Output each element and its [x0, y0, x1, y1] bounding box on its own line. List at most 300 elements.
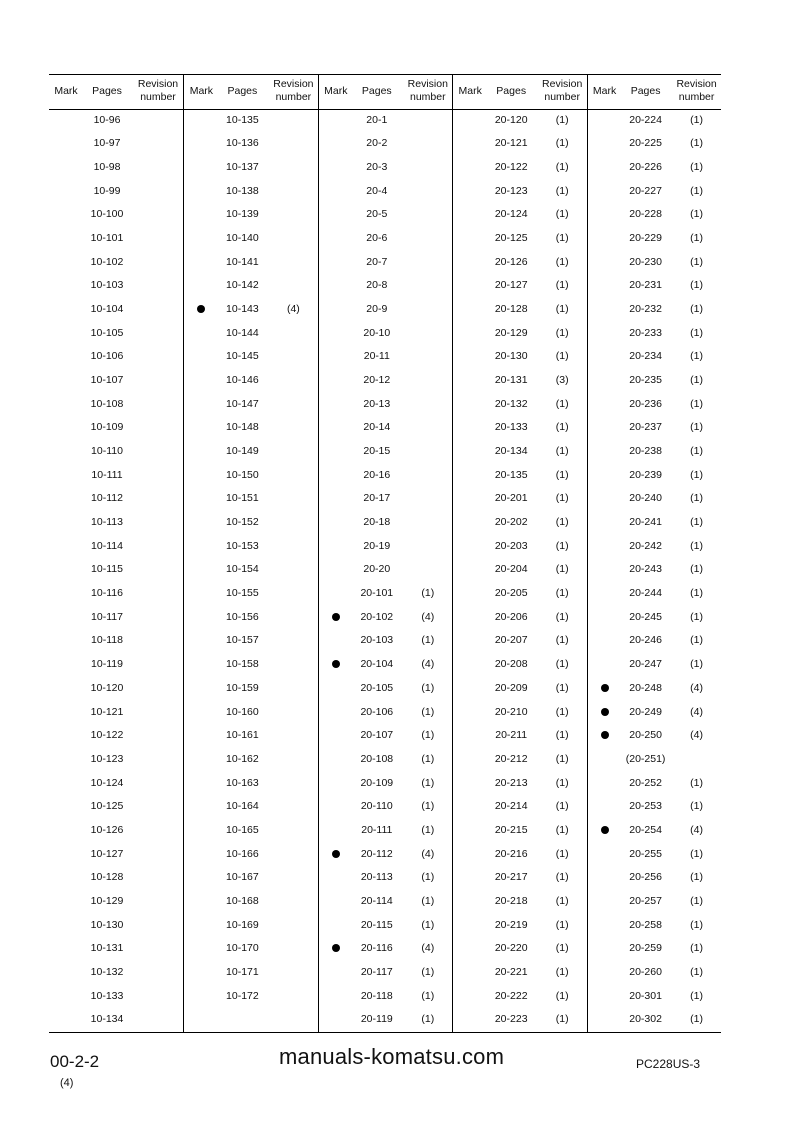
- page-cell: 20-216: [494, 847, 528, 860]
- revision-cell: (1): [555, 800, 569, 813]
- watermark: manuals-komatsu.com: [279, 1044, 505, 1069]
- revision-cell: (1): [690, 279, 704, 292]
- revision-cell: (1): [690, 587, 704, 600]
- page-cell: 10-128: [90, 871, 124, 884]
- revision-cell: (1): [421, 776, 435, 789]
- revision-cell: (1): [690, 658, 704, 671]
- page-cell: 20-247: [629, 658, 662, 671]
- page-cell: 20-302: [629, 1013, 662, 1026]
- page-cell: 20-244: [629, 587, 662, 600]
- page-cell: 10-167: [226, 871, 259, 884]
- page-cell: 20-103: [360, 634, 394, 647]
- revision-cell: (1): [555, 776, 569, 789]
- page-cell: 20-112: [360, 847, 393, 860]
- revision-cell: (1): [690, 516, 704, 529]
- page-cell: 10-122: [90, 729, 124, 742]
- header-mark: Mark: [592, 85, 617, 97]
- revision-cell: (1): [690, 113, 704, 126]
- header-mark: Mark: [54, 85, 78, 97]
- revision-cell: (1): [555, 445, 569, 458]
- page-cell: 20-106: [360, 705, 394, 718]
- page-cell: 10-120: [90, 681, 124, 694]
- page-cell: 20-135: [494, 468, 528, 481]
- page-cell: 20-253: [629, 800, 662, 813]
- revision-cell: (1): [555, 255, 569, 268]
- revision-cell: (1): [690, 208, 704, 221]
- page-cell: 10-154: [226, 563, 259, 576]
- header-mark: Mark: [324, 85, 348, 97]
- page-cell: 10-98: [93, 160, 121, 173]
- page-cell: 20-6: [366, 231, 388, 244]
- page-cell: 20-260: [629, 965, 662, 978]
- revision-cell: (1): [690, 231, 704, 244]
- page-cell: 20-229: [629, 231, 662, 244]
- revision-cell: (1): [690, 776, 704, 789]
- revision-cell: (4): [690, 729, 704, 742]
- column-group-1: [49, 75, 183, 1032]
- revision-cell: (1): [555, 658, 569, 671]
- revision-mark-icon: [601, 826, 609, 834]
- revision-cell: (4): [690, 705, 704, 718]
- revision-mark-icon: [332, 944, 340, 952]
- page-cell: 20-8: [366, 279, 388, 292]
- page-cell: 20-238: [629, 445, 662, 458]
- revision-cell: (4): [421, 658, 435, 671]
- page-cell: 20-124: [494, 208, 528, 221]
- revision-cell: (1): [555, 989, 569, 1002]
- page-cell: 20-105: [360, 681, 394, 694]
- page-cell: 10-97: [93, 137, 121, 150]
- revision-cell: (1): [690, 918, 704, 931]
- page-cell: 10-139: [226, 208, 259, 221]
- page-cell: 20-2: [366, 137, 388, 150]
- page-cell: 20-239: [629, 468, 662, 481]
- revision-cell: (1): [421, 989, 435, 1002]
- page-cell: 20-110: [360, 800, 393, 813]
- header-revision: Revision: [676, 78, 717, 90]
- revision-cell: (4): [421, 847, 435, 860]
- page-cell: 20-236: [629, 397, 662, 410]
- page-cell: 10-156: [226, 610, 259, 623]
- page-cell: 10-152: [226, 516, 259, 529]
- revision-cell: (1): [555, 279, 569, 292]
- page-cell: 20-1: [366, 113, 388, 126]
- page-cell: 10-168: [226, 894, 259, 907]
- page-cell: 20-17: [363, 492, 391, 505]
- page-cell: 20-222: [494, 989, 528, 1002]
- revision-cell: (1): [421, 729, 435, 742]
- page-cell: 20-113: [360, 871, 393, 884]
- page-cell: 20-209: [494, 681, 528, 694]
- revision-cell: (1): [555, 137, 569, 150]
- page-cell: 20-250: [629, 729, 662, 742]
- revision-cell: (1): [690, 445, 704, 458]
- page-cell: 20-203: [494, 539, 528, 552]
- page-cell: 10-153: [226, 539, 259, 552]
- page-cell: 20-207: [494, 634, 528, 647]
- page-cell: 10-126: [90, 823, 124, 836]
- revision-cell: (4): [286, 302, 300, 315]
- revision-mark-icon: [601, 731, 609, 739]
- page-cell: 10-104: [90, 302, 124, 315]
- revision-cell: (1): [555, 184, 569, 197]
- revision-cell: (1): [421, 587, 435, 600]
- header-revision-number: number: [544, 91, 580, 103]
- revision-mark-icon: [332, 613, 340, 621]
- page-cell: 20-201: [494, 492, 528, 505]
- page-cell: 20-104: [360, 658, 394, 671]
- page-cell: 20-131: [494, 373, 528, 386]
- page-cell: 20-116: [360, 942, 393, 955]
- page-cell: 10-108: [90, 397, 124, 410]
- revision-cell: (1): [690, 137, 704, 150]
- page-cell: 20-11: [363, 350, 390, 363]
- revision-cell: (1): [555, 823, 569, 836]
- page-cell: 20-234: [629, 350, 662, 363]
- revision-cell: (1): [421, 894, 435, 907]
- page-cell: 10-146: [226, 373, 259, 386]
- page-cell: 10-99: [93, 184, 121, 197]
- page-cell: 20-242: [629, 539, 662, 552]
- page-cell: 20-134: [494, 445, 528, 458]
- page-cell: 10-105: [90, 326, 124, 339]
- revision-cell: (1): [555, 231, 569, 244]
- page-cell: 20-129: [494, 326, 528, 339]
- page-cell: 10-131: [90, 942, 124, 955]
- page-cell: (20-251): [625, 752, 666, 765]
- page-cell: 20-218: [494, 894, 528, 907]
- page-cell: 10-172: [226, 989, 259, 1002]
- page-cell: 10-140: [226, 231, 259, 244]
- page-cell: 10-150: [226, 468, 259, 481]
- revision-cell: (1): [555, 160, 569, 173]
- page-cell: 20-12: [363, 373, 391, 386]
- page-cell: 20-301: [629, 989, 662, 1002]
- page-cell: 20-3: [366, 160, 388, 173]
- page-cell: 20-258: [629, 918, 662, 931]
- revision-cell: (1): [690, 989, 704, 1002]
- page-cell: 20-230: [629, 255, 662, 268]
- page-cell: 10-119: [91, 658, 123, 671]
- revision-cell: (1): [690, 894, 704, 907]
- page-cell: 20-231: [629, 279, 662, 292]
- revision-cell: (1): [555, 1013, 569, 1026]
- revision-cell: (1): [555, 563, 569, 576]
- column-group-4: [452, 75, 587, 1032]
- revision-cell: (1): [555, 208, 569, 221]
- page-cell: 20-243: [629, 563, 662, 576]
- revision-cell: (1): [690, 468, 704, 481]
- page-cell: 20-119: [360, 1013, 393, 1026]
- page-cell: 10-142: [226, 279, 259, 292]
- page-cell: 20-122: [494, 160, 528, 173]
- page-cell: 10-166: [226, 847, 259, 860]
- page-cell: 20-127: [494, 279, 528, 292]
- page-cell: 10-101: [90, 231, 124, 244]
- page-cell: 10-144: [226, 326, 259, 339]
- revision-cell: (1): [555, 918, 569, 931]
- revision-cell: (1): [421, 634, 435, 647]
- header-revision: Revision: [137, 78, 179, 90]
- revision-cell: (4): [690, 681, 704, 694]
- revision-cell: (1): [421, 681, 435, 694]
- header-mark: Mark: [189, 85, 214, 97]
- page-cell: 20-249: [629, 705, 662, 718]
- revision-cell: (3): [555, 373, 569, 386]
- revision-mark-icon: [601, 684, 609, 692]
- page-cell: 10-161: [226, 729, 259, 742]
- page-cell: 20-132: [494, 397, 528, 410]
- revision-cell: (1): [690, 421, 704, 434]
- page-cell: 20-211: [495, 729, 528, 742]
- revision-mark-icon: [601, 708, 609, 716]
- revision-cell: (4): [421, 610, 435, 623]
- revision-cell: (4): [421, 942, 435, 955]
- revision-cell: (1): [421, 918, 435, 931]
- page-cell: 10-100: [90, 208, 124, 221]
- revision-mark-icon: [332, 660, 340, 668]
- page-cell: 10-147: [226, 397, 259, 410]
- revision-table: [49, 74, 721, 1033]
- page-cell: 20-206: [494, 610, 528, 623]
- page-cell: 20-224: [629, 113, 662, 126]
- page-cell: 20-15: [363, 445, 391, 458]
- page-cell: 10-134: [90, 1013, 124, 1026]
- header-pages: Pages: [92, 85, 122, 97]
- revision-cell: (1): [555, 421, 569, 434]
- revision-cell: (1): [690, 1013, 704, 1026]
- revision-cell: (1): [690, 184, 704, 197]
- revision-cell: (1): [555, 113, 569, 126]
- page-cell: 20-118: [360, 989, 393, 1002]
- revision-cell: (1): [690, 373, 704, 386]
- page-cell: 10-148: [226, 421, 259, 434]
- page-cell: 20-126: [494, 255, 528, 268]
- page-cell: 20-123: [494, 184, 528, 197]
- page-cell: 20-109: [360, 776, 394, 789]
- page-cell: 10-149: [226, 445, 259, 458]
- page-cell: 20-235: [629, 373, 662, 386]
- revision-cell: (1): [690, 847, 704, 860]
- page-cell: 20-252: [629, 776, 662, 789]
- page-cell: 10-114: [91, 539, 123, 552]
- header-revision-number: number: [140, 91, 176, 103]
- page-cell: 20-213: [494, 776, 528, 789]
- page-cell: 20-223: [494, 1013, 528, 1026]
- page-number: 00-2-2: [50, 1052, 100, 1071]
- page-cell: 10-163: [226, 776, 259, 789]
- page-cell: 10-160: [226, 705, 259, 718]
- page-cell: 10-164: [226, 800, 259, 813]
- page-cell: 10-155: [226, 587, 259, 600]
- page-cell: 20-248: [629, 681, 662, 694]
- revision-mark-icon: [332, 850, 340, 858]
- revision-cell: (1): [690, 397, 704, 410]
- revision-cell: (1): [690, 350, 704, 363]
- page-cell: 20-128: [494, 302, 528, 315]
- page-cell: 10-169: [226, 918, 259, 931]
- page-revision: (4): [60, 1077, 74, 1089]
- page-cell: 20-130: [494, 350, 528, 363]
- page-cell: 10-165: [226, 823, 259, 836]
- page-cell: 20-221: [494, 965, 528, 978]
- page-cell: 10-118: [91, 634, 123, 647]
- page-cell: 10-116: [91, 587, 123, 600]
- header-revision-number: number: [409, 91, 446, 103]
- page-cell: 20-212: [494, 752, 528, 765]
- header-pages: Pages: [496, 85, 527, 97]
- page-cell: 10-111: [91, 468, 123, 481]
- page-cell: 20-232: [629, 302, 662, 315]
- page-cell: 20-227: [629, 184, 662, 197]
- page-cell: 20-245: [629, 610, 662, 623]
- page-cell: 20-9: [366, 302, 388, 315]
- page-cell: 20-225: [629, 137, 662, 150]
- revision-cell: (1): [690, 326, 704, 339]
- page-cell: 10-102: [90, 255, 124, 268]
- page-cell: 20-107: [360, 729, 394, 742]
- revision-cell: (1): [690, 942, 704, 955]
- page-cell: 10-112: [91, 492, 123, 505]
- revision-cell: (1): [555, 516, 569, 529]
- revision-cell: (1): [555, 705, 569, 718]
- page-cell: 20-254: [629, 823, 662, 836]
- page-cell: 20-20: [363, 563, 391, 576]
- page-cell: 20-114: [360, 894, 393, 907]
- page-cell: 10-107: [90, 373, 124, 386]
- page-cell: 20-121: [494, 137, 528, 150]
- header-pages: Pages: [227, 85, 258, 97]
- page-cell: 10-117: [91, 610, 123, 623]
- page-cell: 20-204: [494, 563, 528, 576]
- revision-cell: (1): [555, 847, 569, 860]
- revision-cell: (1): [555, 492, 569, 505]
- page-cell: 20-233: [629, 326, 662, 339]
- page-cell: 10-170: [226, 942, 259, 955]
- page-cell: 20-7: [366, 255, 388, 268]
- page-cell: 20-16: [363, 468, 391, 481]
- revision-cell: (1): [555, 539, 569, 552]
- page-cell: 10-158: [226, 658, 259, 671]
- revision-cell: (1): [555, 610, 569, 623]
- revision-cell: (1): [421, 823, 435, 836]
- page-cell: 20-257: [629, 894, 662, 907]
- page-cell: 20-256: [629, 871, 662, 884]
- revision-cell: (1): [690, 492, 704, 505]
- header-revision: Revision: [542, 78, 583, 90]
- revision-cell: (1): [555, 587, 569, 600]
- header-pages: Pages: [630, 85, 661, 97]
- header-revision-number: number: [678, 91, 715, 103]
- header-pages: Pages: [361, 85, 392, 97]
- page-cell: 20-117: [360, 965, 393, 978]
- page-cell: 20-208: [494, 658, 528, 671]
- page-cell: 20-240: [629, 492, 662, 505]
- revision-cell: (1): [690, 634, 704, 647]
- page-cell: 20-237: [629, 421, 662, 434]
- revision-cell: (1): [690, 539, 704, 552]
- page-cell: 20-115: [360, 918, 393, 931]
- revision-cell: (1): [690, 965, 704, 978]
- page-cell: 20-217: [494, 871, 528, 884]
- revision-cell: (1): [421, 800, 435, 813]
- revision-cell: (1): [421, 705, 435, 718]
- revision-cell: (1): [555, 871, 569, 884]
- revision-cell: (1): [555, 729, 569, 742]
- page-cell: 20-102: [360, 610, 394, 623]
- page-cell: 10-132: [90, 965, 124, 978]
- header-revision: Revision: [273, 78, 314, 90]
- page-cell: 10-129: [90, 894, 124, 907]
- page-cell: 20-18: [363, 516, 391, 529]
- page-cell: 10-159: [226, 681, 259, 694]
- revision-cell: (1): [555, 752, 569, 765]
- revision-cell: (1): [555, 397, 569, 410]
- page-cell: 20-219: [494, 918, 528, 931]
- header-mark: Mark: [458, 85, 482, 97]
- revision-cell: (1): [421, 965, 435, 978]
- page-cell: 10-106: [90, 350, 124, 363]
- page-cell: 20-10: [363, 326, 391, 339]
- revision-cell: (1): [690, 871, 704, 884]
- page-cell: 20-14: [363, 421, 391, 434]
- page-cell: 20-202: [494, 516, 528, 529]
- page-cell: 20-111: [361, 823, 393, 836]
- page-cell: 10-141: [226, 255, 259, 268]
- model-name: PC228US-3: [636, 1057, 701, 1071]
- revision-cell: (1): [690, 563, 704, 576]
- page-cell: 10-124: [90, 776, 124, 789]
- page-cell: 20-13: [363, 397, 391, 410]
- page-cell: 10-123: [90, 752, 124, 765]
- page-cell: 10-151: [226, 492, 259, 505]
- page-cell: 10-135: [226, 113, 259, 126]
- revision-cell: (1): [555, 894, 569, 907]
- page-cell: 10-96: [93, 113, 121, 126]
- page-cell: 20-120: [494, 113, 528, 126]
- page-cell: 20-246: [629, 634, 662, 647]
- page-cell: 20-259: [629, 942, 662, 955]
- page-cell: 20-255: [629, 847, 662, 860]
- page-cell: 20-210: [494, 705, 528, 718]
- page-cell: 20-215: [494, 823, 528, 836]
- revision-cell: (1): [555, 468, 569, 481]
- page-cell: 10-137: [226, 160, 259, 173]
- header-revision-number: number: [275, 91, 312, 103]
- revision-mark-icon: [197, 305, 205, 313]
- revision-cell: (1): [555, 681, 569, 694]
- page-cell: 10-113: [91, 516, 123, 529]
- page-cell: 20-228: [629, 208, 662, 221]
- revision-cell: (1): [690, 255, 704, 268]
- page-cell: 10-133: [90, 989, 124, 1002]
- page-cell: 10-110: [91, 445, 123, 458]
- page-cell: 10-162: [226, 752, 259, 765]
- header-revision: Revision: [407, 78, 448, 90]
- page-cell: 10-136: [226, 137, 259, 150]
- page-cell: 10-157: [226, 634, 259, 647]
- revision-cell: (1): [690, 800, 704, 813]
- page-cell: 20-5: [366, 208, 388, 221]
- revision-cell: (1): [555, 350, 569, 363]
- revision-cell: (1): [555, 965, 569, 978]
- page-cell: 10-145: [226, 350, 259, 363]
- revision-cell: (1): [690, 160, 704, 173]
- revision-cell: (1): [690, 302, 704, 315]
- page-cell: 20-101: [360, 587, 394, 600]
- revision-cell: (1): [555, 326, 569, 339]
- page-cell: 20-125: [494, 231, 528, 244]
